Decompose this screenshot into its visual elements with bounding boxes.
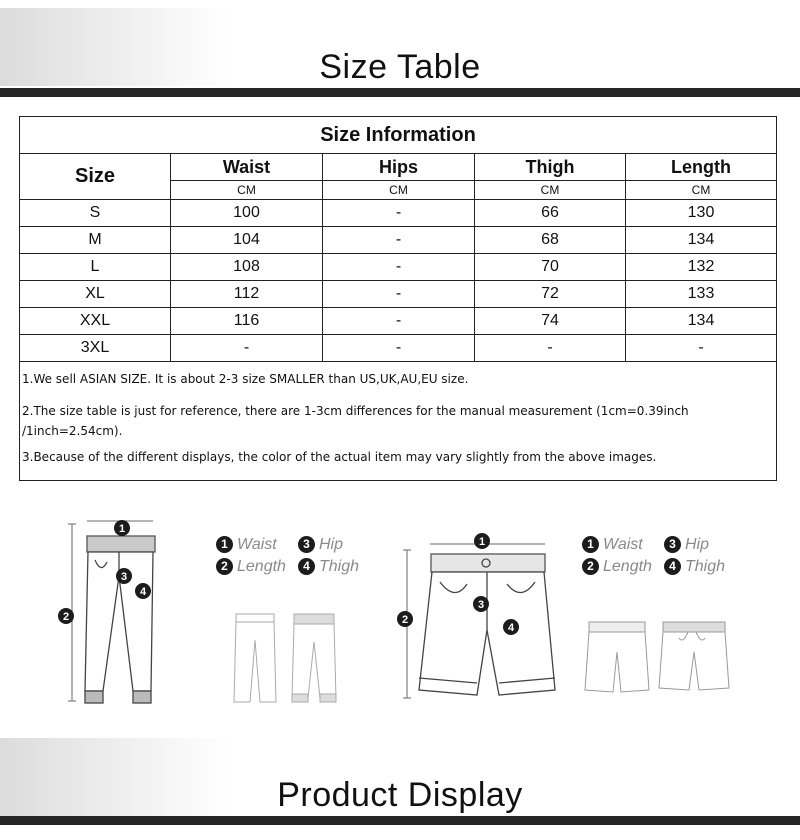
shorts-legend <box>582 536 752 586</box>
size-table <box>19 116 777 481</box>
legend-label: Length <box>237 558 286 575</box>
size-notes <box>20 362 777 481</box>
table-cell: - <box>323 227 475 254</box>
legend-label: Thigh <box>685 558 726 575</box>
marker-waist: 1 <box>118 523 126 535</box>
table-cell: 116 <box>171 308 323 335</box>
table-cell: 74 <box>475 308 626 335</box>
legend-item <box>664 536 709 554</box>
pants-sketch-illustration <box>230 610 350 710</box>
table-cell: - <box>323 335 475 362</box>
table-cell: 134 <box>626 227 777 254</box>
pants-legend <box>216 536 386 586</box>
shorts-sketch-illustration <box>583 618 733 698</box>
table-row <box>20 308 777 335</box>
table-cell: 133 <box>626 281 777 308</box>
banner-divider <box>0 816 800 825</box>
table-cell: - <box>626 335 777 362</box>
marker-thigh: 4 <box>507 622 515 634</box>
pants-measure-illustration <box>55 516 175 716</box>
table-cell: - <box>323 281 475 308</box>
table-row <box>20 200 777 227</box>
size-cell: L <box>20 254 171 281</box>
table-cell: - <box>475 335 626 362</box>
size-cell: XXL <box>20 308 171 335</box>
legend-label: Hip <box>685 536 710 553</box>
legend-number: 3 <box>298 536 315 553</box>
legend-number: 1 <box>582 536 599 553</box>
note-item: 2.The size table is just for reference, there are 1-3cm differences for the manual measurement (1cm=0.39inch /1inch=2.54cm). <box>22 404 689 438</box>
measurement-diagrams <box>0 500 800 730</box>
table-cell: 134 <box>626 308 777 335</box>
legend-number: 1 <box>216 536 233 553</box>
legend-item <box>216 558 286 576</box>
marker-waist: 1 <box>478 536 486 548</box>
legend-label: Waist <box>603 536 643 553</box>
table-cell: - <box>323 308 475 335</box>
table-cell: 104 <box>171 227 323 254</box>
table-cell: - <box>171 335 323 362</box>
legend-item <box>298 558 359 576</box>
table-cell: 68 <box>475 227 626 254</box>
size-cell: XL <box>20 281 171 308</box>
table-row <box>20 335 777 362</box>
marker-length: 2 <box>401 614 409 626</box>
table-cell: 66 <box>475 200 626 227</box>
shorts-measure-illustration <box>395 530 560 705</box>
legend-label: Hip <box>319 536 344 553</box>
marker-hip: 3 <box>120 571 128 583</box>
size-cell: 3XL <box>20 335 171 362</box>
marker-hip: 3 <box>477 599 485 611</box>
table-cell: 108 <box>171 254 323 281</box>
marker-thigh: 4 <box>139 586 147 598</box>
table-cell: 70 <box>475 254 626 281</box>
legend-number: 3 <box>664 536 681 553</box>
banner-divider <box>0 88 800 97</box>
column-header-hips: Hips <box>323 154 475 181</box>
legend-label: Waist <box>237 536 277 553</box>
bottom-banner <box>0 738 800 840</box>
table-cell: 72 <box>475 281 626 308</box>
legend-number: 4 <box>664 558 681 575</box>
legend-item <box>582 558 652 576</box>
legend-number: 2 <box>582 558 599 575</box>
page-title: Size Table <box>319 48 481 86</box>
size-column-header: Size <box>20 154 171 200</box>
size-cell: S <box>20 200 171 227</box>
legend-label: Thigh <box>319 558 360 575</box>
table-row <box>20 254 777 281</box>
column-header-waist: Waist <box>171 154 323 181</box>
unit-label: CM <box>171 181 323 200</box>
table-row <box>20 281 777 308</box>
table-cell: - <box>323 254 475 281</box>
table-cell: - <box>323 200 475 227</box>
table-cell: 112 <box>171 281 323 308</box>
legend-item <box>298 536 343 554</box>
legend-item <box>216 536 277 554</box>
unit-label: CM <box>626 181 777 200</box>
legend-item <box>582 536 643 554</box>
section-title: Product Display <box>277 776 523 814</box>
table-cell: 100 <box>171 200 323 227</box>
column-header-length: Length <box>626 154 777 181</box>
size-cell: M <box>20 227 171 254</box>
legend-item <box>664 558 725 576</box>
table-cell: 130 <box>626 200 777 227</box>
note-item: 1.We sell ASIAN SIZE. It is about 2-3 size SMALLER than US,UK,AU,EU size. <box>22 372 469 386</box>
table-row <box>20 227 777 254</box>
note-item: 3.Because of the different displays, the color of the actual item may vary slightly from the above images. <box>22 450 657 464</box>
table-caption: Size Information <box>20 117 777 154</box>
top-banner <box>0 8 800 100</box>
marker-length: 2 <box>62 611 70 623</box>
column-header-thigh: Thigh <box>475 154 626 181</box>
legend-number: 2 <box>216 558 233 575</box>
unit-label: CM <box>323 181 475 200</box>
legend-number: 4 <box>298 558 315 575</box>
table-cell: 132 <box>626 254 777 281</box>
legend-label: Length <box>603 558 652 575</box>
unit-label: CM <box>475 181 626 200</box>
